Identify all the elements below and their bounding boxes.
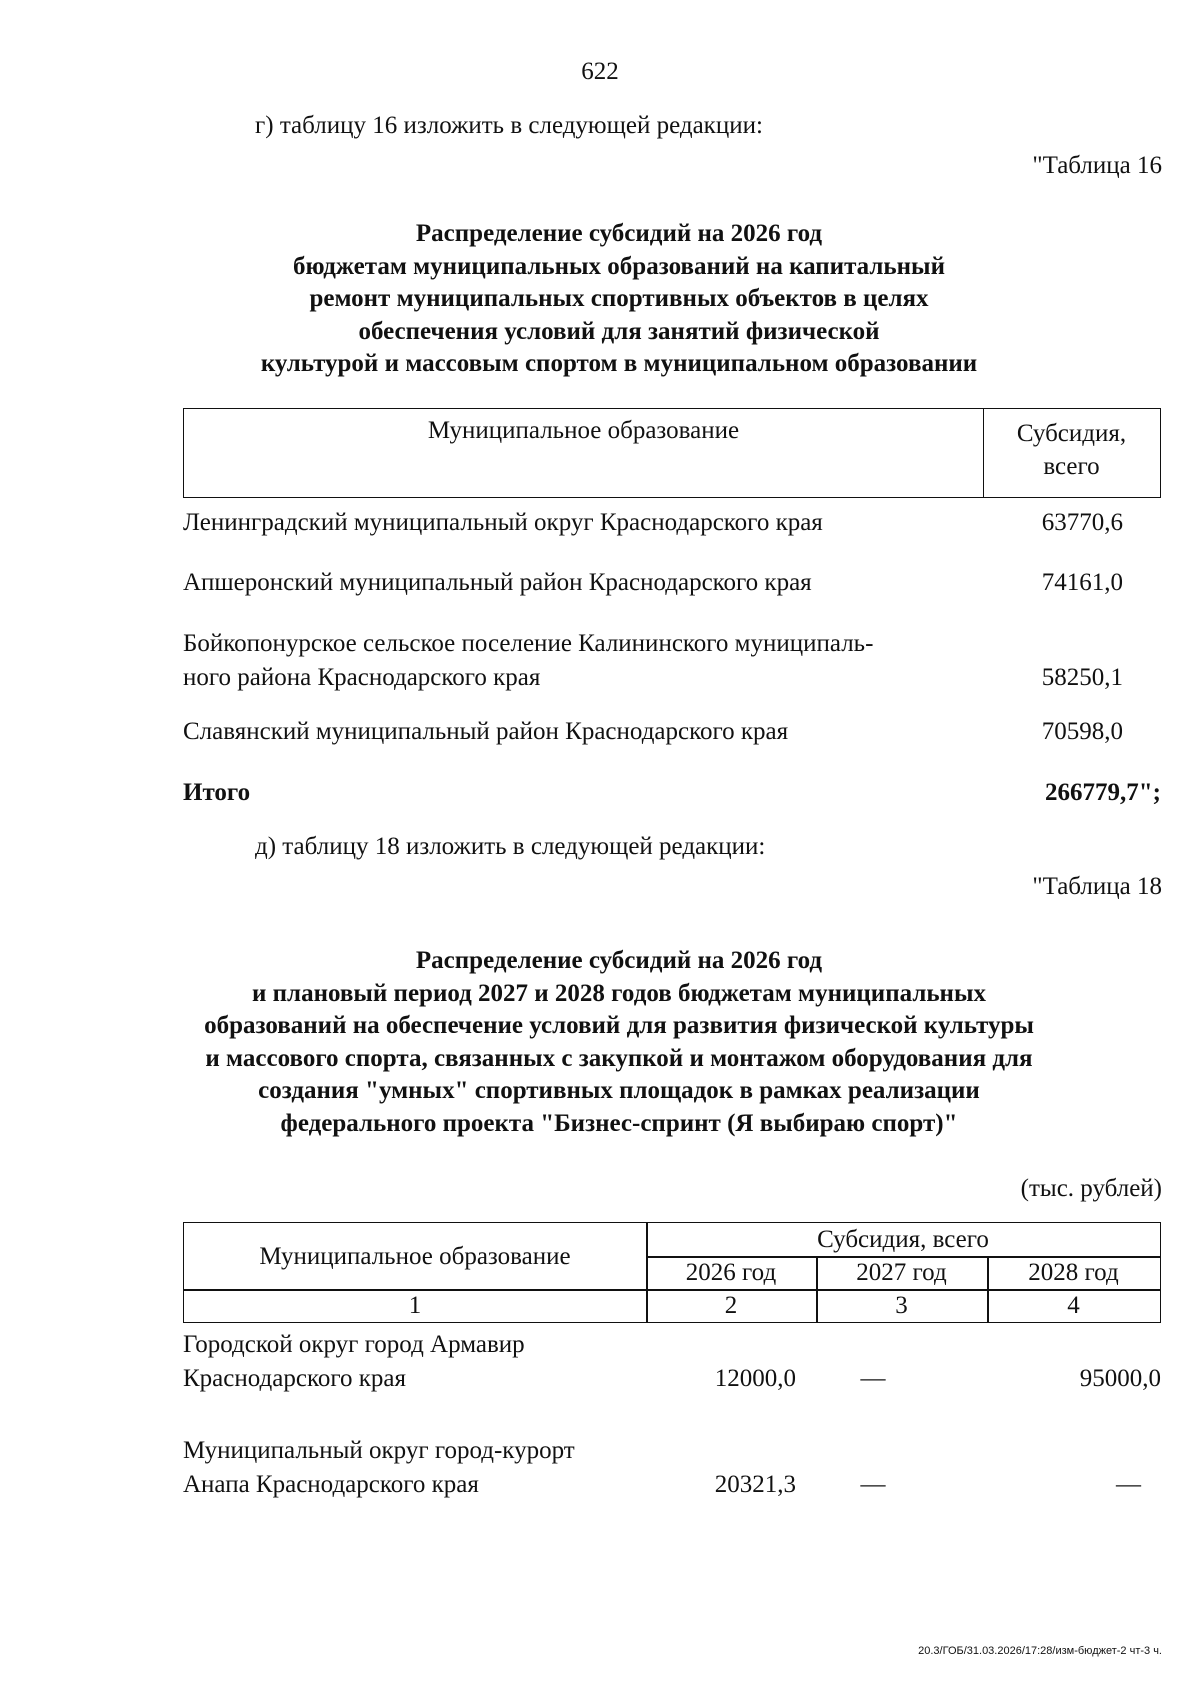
header-year-2026: 2026 год [685, 1259, 777, 1286]
table18-title [0, 945, 1200, 1140]
header-year-2028: 2028 год [1028, 1259, 1119, 1286]
title-line: Распределение субсидий на 2026 год [415, 220, 823, 247]
table-row [183, 1434, 1161, 1504]
row-name [183, 627, 983, 695]
total-label: Итого [183, 779, 251, 806]
column-number: 4 [1067, 1292, 1080, 1319]
total-value: 266779,7"; [1045, 779, 1161, 806]
title-line: культурой и массовым спортом в муниципальном образовании [260, 350, 978, 377]
value-2027: — [860, 1365, 886, 1392]
row-name-line: Городской округ город Армавир [183, 1331, 525, 1358]
title-line: и массового спорта, связанных с закупкой и монтажом оборудования для [205, 1044, 1033, 1072]
row-value: 74161,0 [1041, 569, 1123, 596]
title-line: федерального проекта "Бизнес-спринт (Я выбираю спорт)" [280, 1109, 958, 1137]
table16-header [183, 408, 1161, 498]
header-subsidy [983, 417, 1160, 483]
title-line: создания "умных" спортивных площадок в рамках реализации [258, 1077, 980, 1104]
column-number: 3 [895, 1292, 908, 1319]
table18-reference: "Таблица 18 [1032, 873, 1162, 900]
row-value: 63770,6 [1041, 509, 1123, 536]
row-name: Апшеронский муниципальный район Краснодарского края [183, 569, 812, 596]
unit-label: (тыс. рублей) [1020, 1175, 1162, 1202]
value-2028: 95000,0 [1079, 1365, 1161, 1392]
header-municipality: Муниципальное образование [259, 1243, 571, 1270]
row-value: 70598,0 [1041, 718, 1123, 745]
title-line: образований на обеспечение условий для развития физической культуры [204, 1012, 1034, 1039]
row-name-line: ного района Краснодарского края [183, 664, 541, 691]
header-municipality: Муниципальное образование [427, 417, 740, 444]
row-name-line: Краснодарского края [183, 1365, 406, 1392]
column-number: 2 [724, 1292, 738, 1319]
title-line: Распределение субсидий на 2026 год [415, 947, 823, 974]
value-2027: — [860, 1471, 886, 1498]
table18-header [183, 1222, 1161, 1323]
title-line: и плановый период 2027 и 2028 годов бюджетам муниципальных [252, 979, 986, 1007]
title-line: бюджетам муниципальных образований на капитальный [293, 252, 945, 280]
header-subsidy: Субсидия, всего [817, 1226, 989, 1253]
paragraph-d: д) таблицу 18 изложить в следующей редакции: [255, 833, 766, 860]
column-number: 1 [408, 1292, 422, 1319]
table-row [183, 1328, 1161, 1398]
row-value: 58250,1 [1041, 664, 1123, 691]
row-name-line: Муниципальный округ город-курорт [183, 1437, 575, 1464]
header-year-2027: 2027 год [856, 1259, 947, 1286]
row-name-line: Бойкопонурское сельское поселение Калининского муниципаль- [183, 630, 874, 657]
row-name: Ленинградский муниципальный округ Краснодарского края [183, 509, 823, 536]
value-2028: — [1116, 1471, 1141, 1498]
title-line: ремонт муниципальных спортивных объектов в целях [309, 285, 929, 312]
header-subsidy-line: всего [1043, 453, 1100, 480]
header-subsidy-line: Субсидия, [1016, 420, 1127, 447]
row-name [183, 1434, 633, 1502]
row-name: Славянский муниципальный район Краснодарского края [183, 718, 789, 745]
table16-title [0, 218, 1200, 381]
paragraph-g: г) таблицу 16 изложить в следующей редакции: [255, 112, 763, 139]
page-number: 622 [581, 58, 619, 85]
row-name-line: Анапа Краснодарского края [183, 1471, 479, 1498]
row-name [183, 1328, 633, 1396]
table-row [183, 627, 1123, 697]
footer-code: 20.3/ГОБ/31.03.2026/17:28/изм-бюджет-2 чт-3 ч. [918, 1645, 1162, 1657]
value-2026: 12000,0 [714, 1365, 796, 1392]
table16-reference: "Таблица 16 [1032, 152, 1162, 179]
title-line: обеспечения условий для занятий физической [358, 317, 880, 345]
value-2026: 20321,3 [714, 1471, 796, 1498]
